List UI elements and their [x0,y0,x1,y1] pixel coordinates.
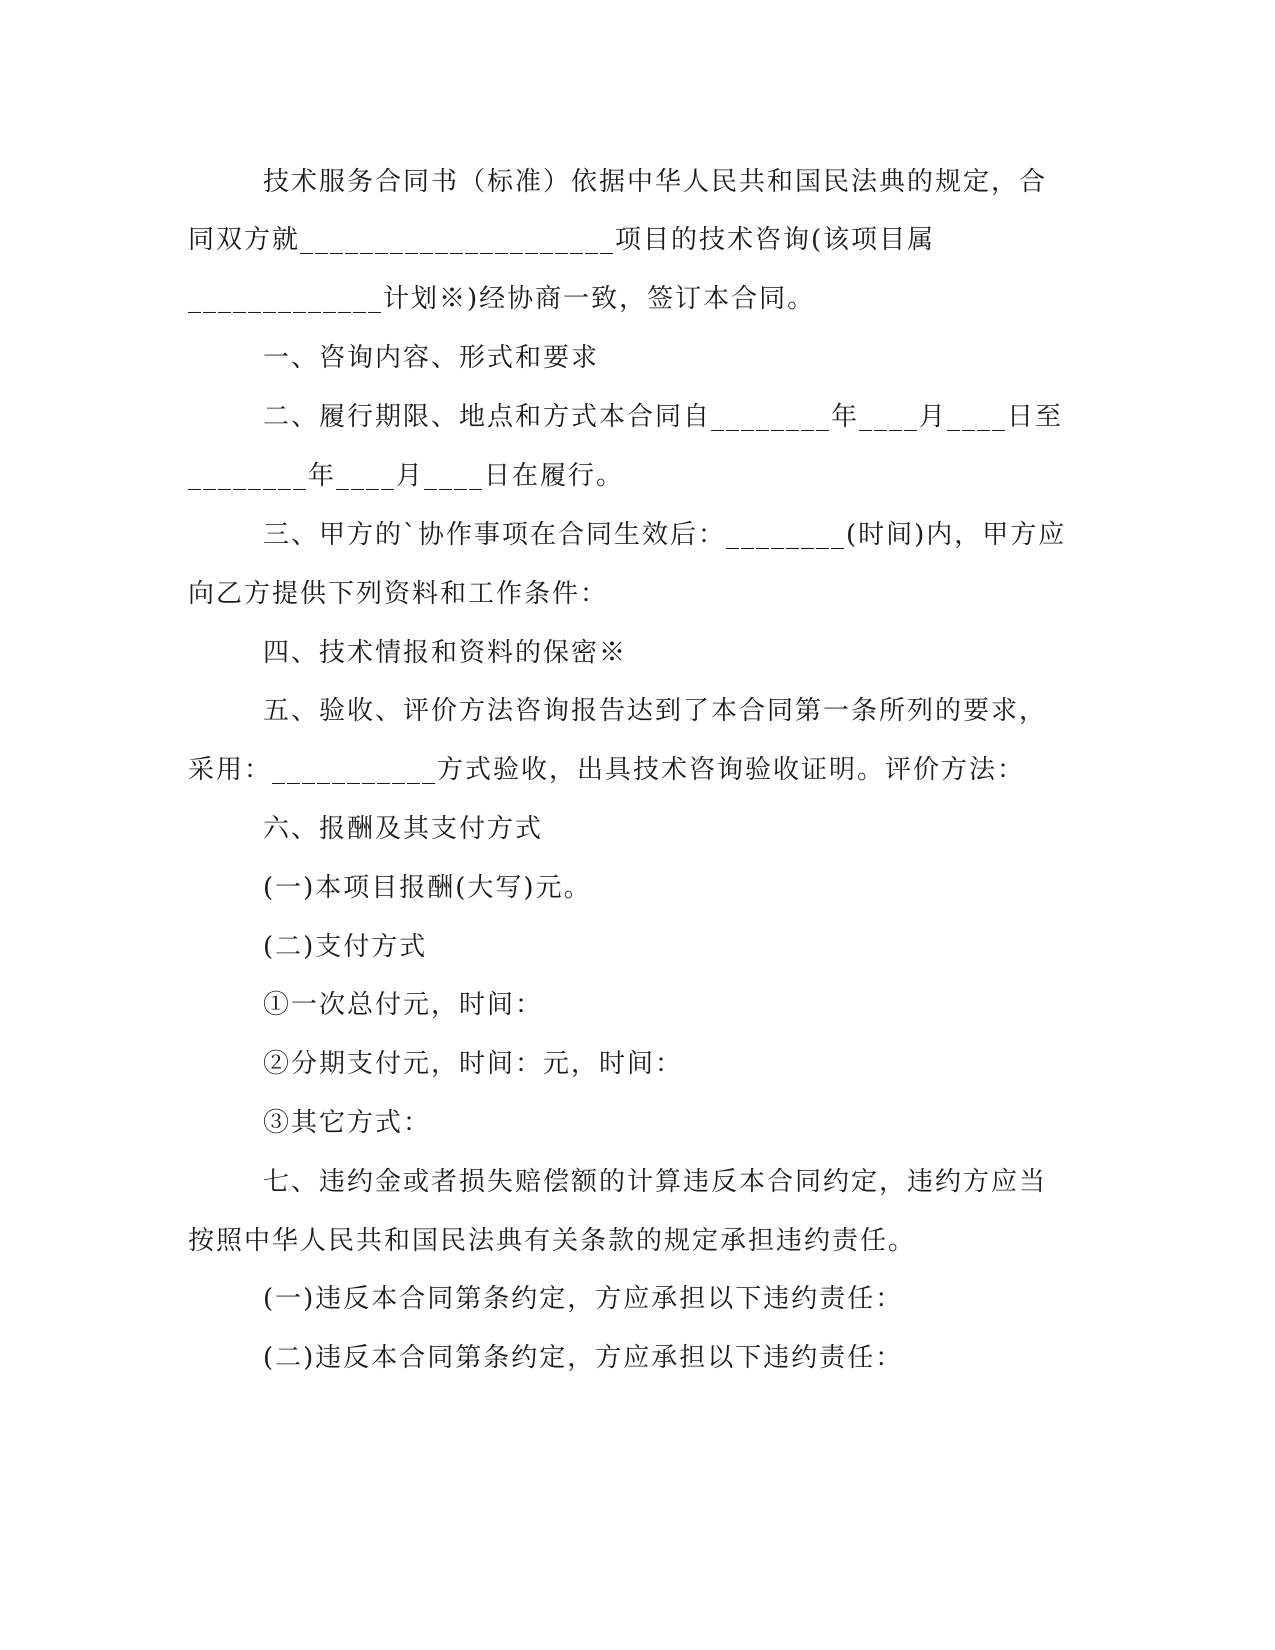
section-2-line-1: 二、履行期限、地点和方式本合同自________年____月____日至 [263,402,1064,432]
section-7-line-2: 按照中华人民共和国民法典有关条款的规定承担违约责任。 [188,1226,917,1256]
payment-option-3: ③其它方式： [263,1108,432,1138]
section-5-line-2: 采用：___________方式验收，出具技术咨询验收证明。评价方法： [188,755,1026,785]
paragraph-intro-line-2: 同双方就_____________________项目的技术咨询(该项目属 [188,225,936,255]
section-2-line-2: ________年____月____日在履行。 [188,461,625,491]
section-7-item-1: (一)违反本合同第条约定，方应承担以下违约责任： [263,1284,904,1314]
paragraph-intro-line-3: _____________计划※)经协商一致，签订本合同。 [188,284,816,314]
section-6-item-1: (一)本项目报酬(大写)元。 [263,873,592,903]
section-3-line-1: 三、甲方的`协作事项在合同生效后：________(时间)内，甲方应 [263,520,1067,550]
section-6-item-2: (二)支付方式 [263,932,428,962]
section-7-item-2: (二)违反本合同第条约定，方应承担以下违约责任： [263,1343,904,1373]
section-4-heading: 四、技术情报和资料的保密※ [263,638,628,668]
payment-option-2: ②分期支付元，时间：元，时间： [263,1049,684,1079]
section-5-line-1: 五、验收、评价方法咨询报告达到了本合同第一条所列的要求， [263,696,1048,726]
section-7-line-1: 七、违约金或者损失赔偿额的计算违反本合同约定，违约方应当 [263,1167,1048,1197]
payment-option-1: ①一次总付元，时间： [263,990,544,1020]
paragraph-intro-line-1: 技术服务合同书（标准）依据中华人民共和国民法典的规定，合 [263,167,1048,197]
section-3-line-2: 向乙方提供下列资料和工作条件： [188,579,609,609]
section-6-heading: 六、报酬及其支付方式 [263,814,544,844]
section-1-heading: 一、咨询内容、形式和要求 [263,343,600,373]
